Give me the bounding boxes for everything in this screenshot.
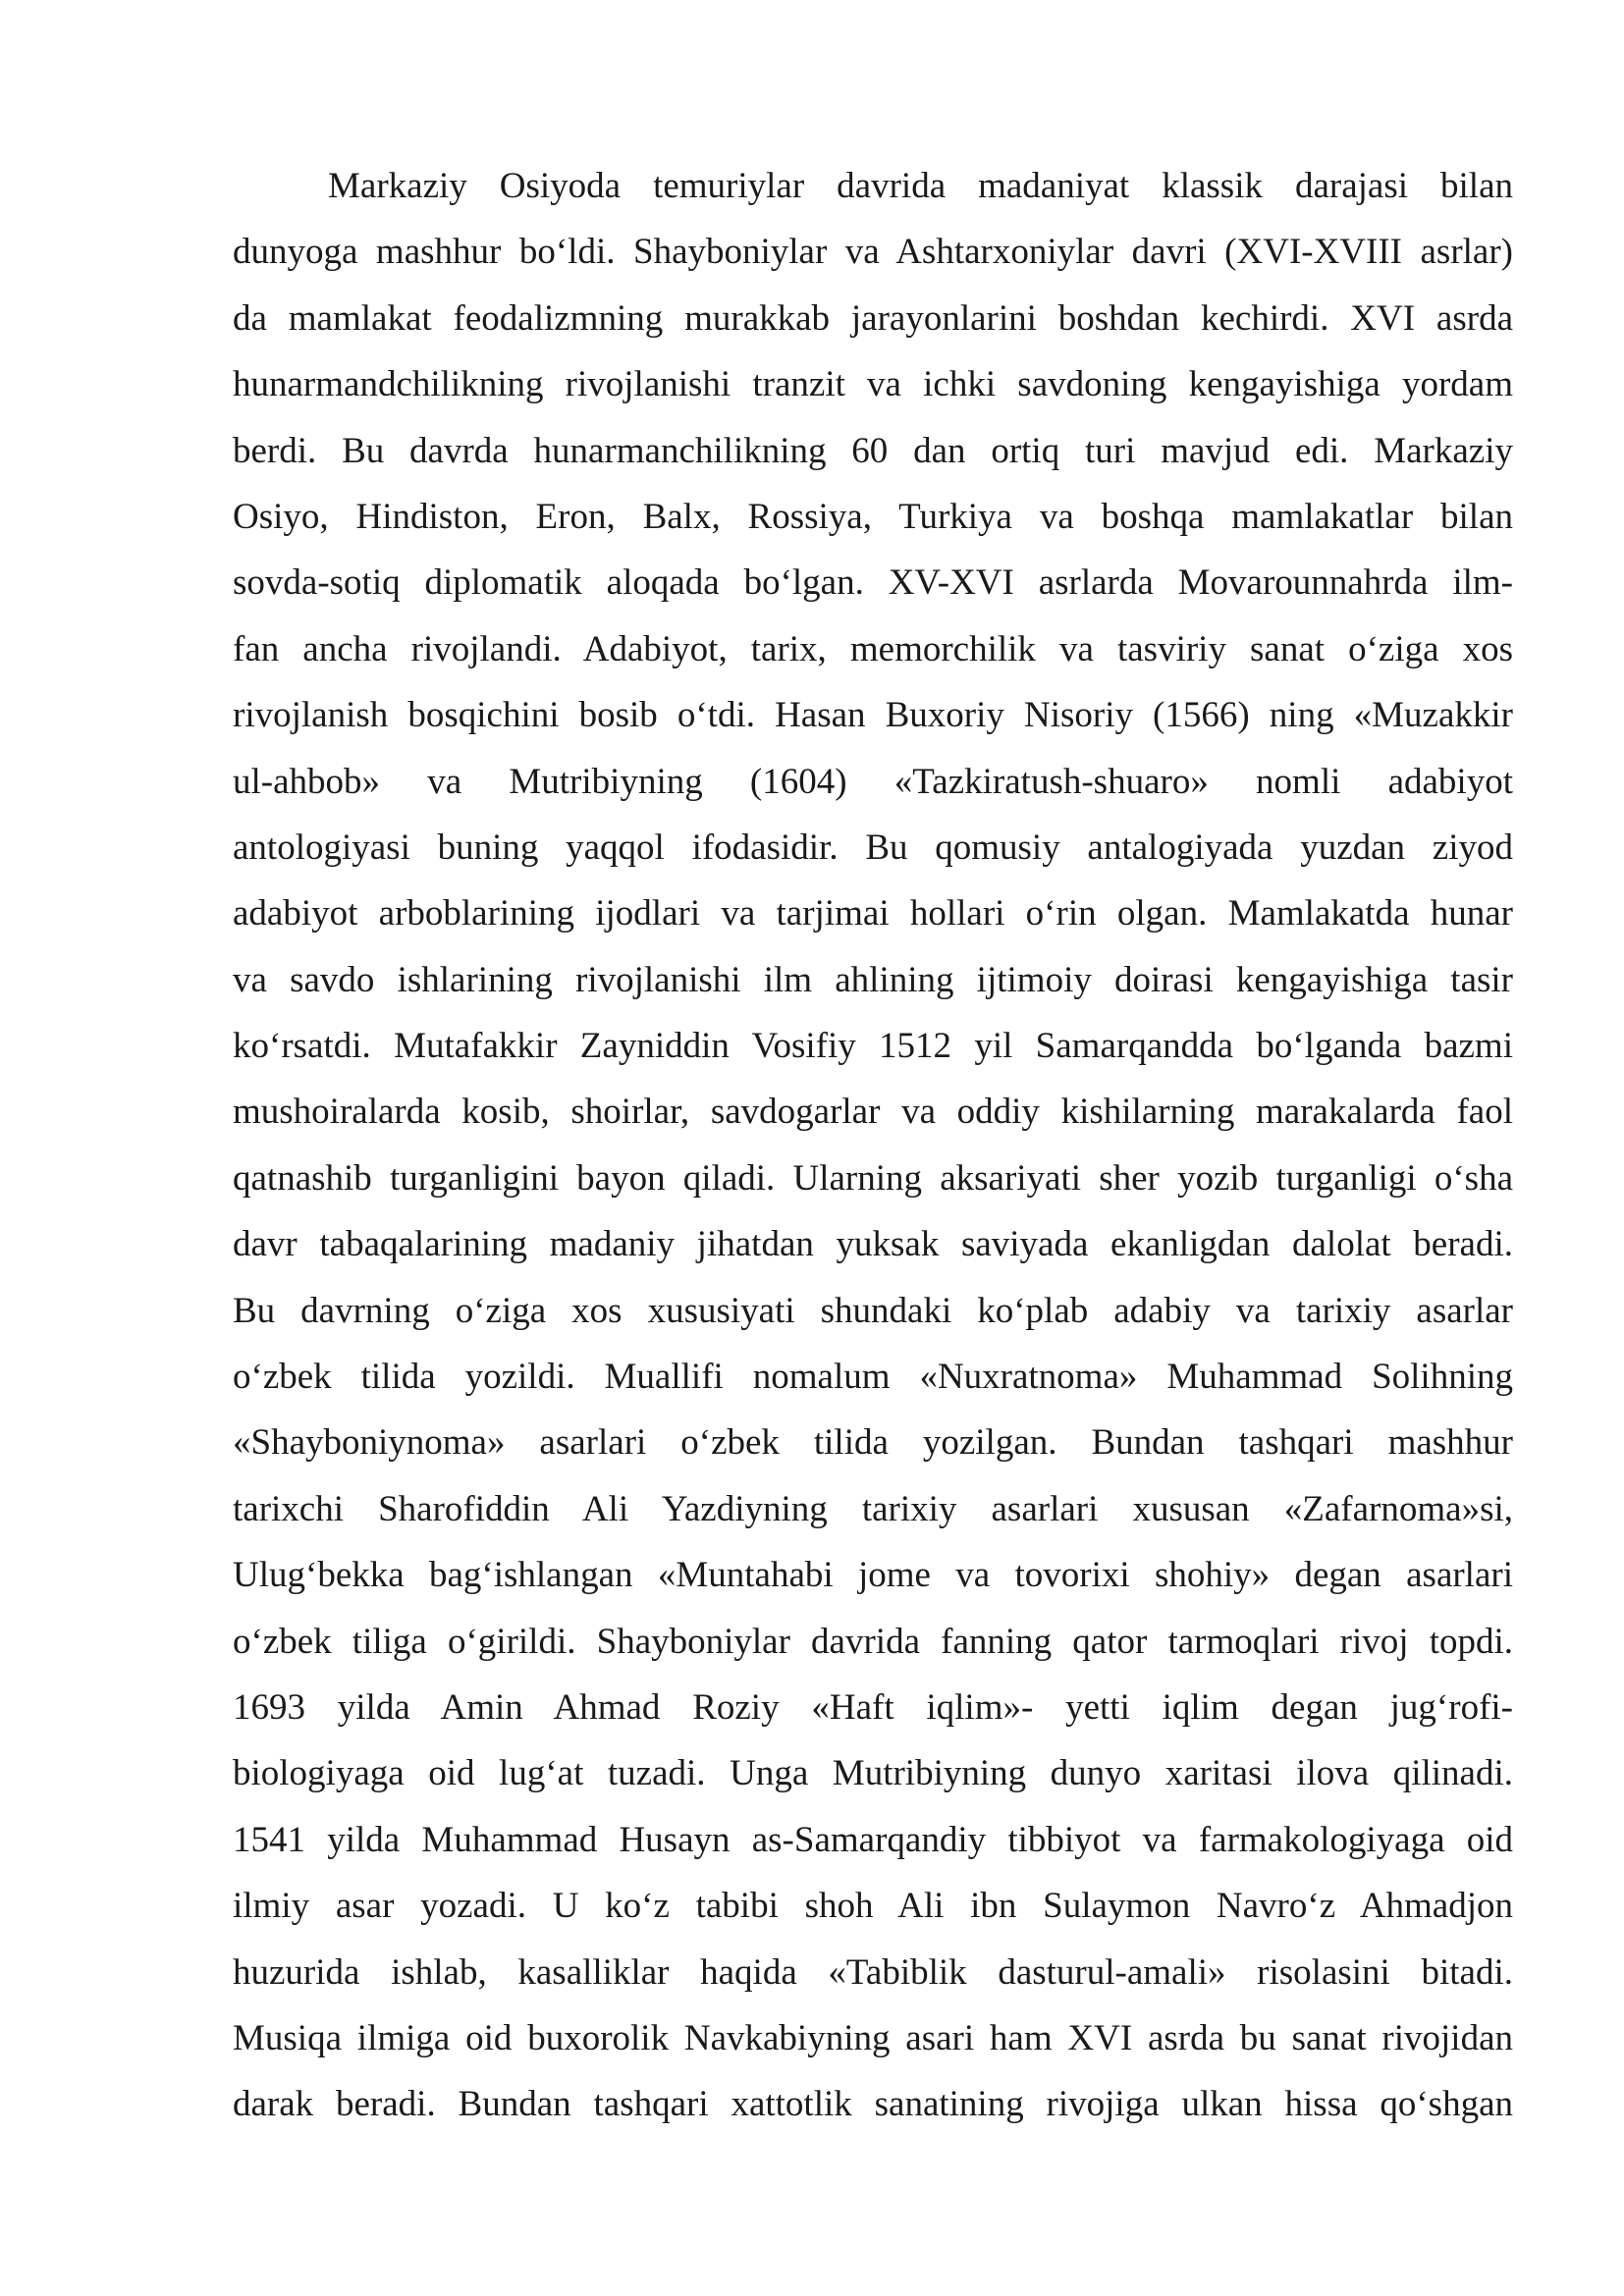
text-line: mushoiralarda kosib, shoirlar, savdogarlar va oddiy kishilarning marakalarda faol [233,1092,1513,1133]
text-line: va savdo ishlarining rivojlanishi ilm ahlining ijtimoiy doirasi kengayishiga tasir [233,959,1513,1000]
text-line: o‘zbek tiliga o‘girildi. Shayboniylar davrida fanning qator tarmoqlari rivoj topdi. [233,1621,1513,1662]
text-line: dunyoga mashhur bo‘ldi. Shayboniylar va Ashtarxoniylar davri (XVI-XVIII asrlar) [233,232,1513,273]
text-line: qatnashib turganligini bayon qiladi. Ularning aksariyati sher yozib turganligi o‘sha [233,1157,1513,1199]
text-line: sovda-sotiq diplomatik aloqada bo‘lgan. XV-XVI asrlarda Movarounnahrda ilm- [233,562,1513,604]
text-line: ul-ahbob» va Mutribiyning (1604) «Tazkiratush-shuaro» nomli adabiyot [233,761,1513,802]
text-line: adabiyot arboblarining ijodlari va tarjimai hollari o‘rin olgan. Mamlakatda hunar [233,893,1513,934]
text-line: huzurida ishlab, kasalliklar haqida «Tabiblik dasturul-amali» risolasini bitadi. [233,1951,1513,1993]
text-line: davr tabaqalarining madaniy jihatdan yuksak saviyada ekanligdan dalolat beradi. [233,1224,1513,1265]
body-paragraph [233,153,1513,2138]
text-line: Bu davrning o‘ziga xos xususiyati shundaki ko‘plab adabiy va tarixiy asarlar [233,1290,1513,1331]
text-line: Osiyo, Hindiston, Eron, Balx, Rossiya, Turkiya va boshqa mamlakatlar bilan [233,496,1513,537]
text-line: 1693 yilda Amin Ahmad Roziy «Haft iqlim»- yetti iqlim degan jug‘rofi- [233,1686,1513,1728]
text-line: «Shayboniynoma» asarlari o‘zbek tilida yozilgan. Bundan tashqari mashhur [233,1422,1513,1464]
text-line: 1541 yilda Muhammad Husayn as-Samarqandiy tibbiyot va farmakologiyaga oid [233,1819,1513,1860]
text-line: biologiyaga oid lug‘at tuzadi. Unga Mutribiyning dunyo xaritasi ilova qilinadi. [233,1753,1513,1794]
text-line: ko‘rsatdi. Mutafakkir Zayniddin Vosifiy 1512 yil Samarqandda bo‘lganda bazmi [233,1026,1513,1067]
text-line: Markaziy Osiyoda temuriylar davrida madaniyat klassik darajasi bilan [328,166,1513,206]
text-line: ilmiy asar yozadi. U ko‘z tabibi shoh Ali ibn Sulaymon Navro‘z Ahmadjon [233,1886,1513,1927]
text-line: antologiyasi buning yaqqol ifodasidir. Bu qomusiy antalogiyada yuzdan ziyod [233,827,1513,868]
text-line: tarixchi Sharofiddin Ali Yazdiyning tarixiy asarlari xususan «Zafarnoma»si, [233,1488,1513,1529]
text-line: fan ancha rivojlandi. Adabiyot, tarix, memorchilik va tasviriy sanat o‘ziga xos [233,628,1513,669]
text-line: Ulug‘bekka bag‘ishlangan «Muntahabi jome va tovorixi shohiy» degan asarlari [233,1555,1513,1596]
text-line: o‘zbek tilida yozildi. Muallifi nomalum «Nuxratnoma» Muhammad Solihning [233,1357,1513,1398]
text-line: Musiqa ilmiga oid buxorolik Navkabiyning asari ham XVI asrda bu sanat rivojidan [233,2017,1513,2058]
text-line: da mamlakat feodalizmning murakkab jarayonlarini boshdan kechirdi. XVI asrda [233,297,1513,339]
text-line: hunarmandchilikning rivojlanishi tranzit va ichki savdoning kengayishiga yordam [233,364,1513,405]
text-line: berdi. Bu davrda hunarmanchilikning 60 dan ortiq turi mavjud edi. Markaziy [233,430,1513,471]
text-line: darak beradi. Bundan tashqari xattotlik sanatining rivojiga ulkan hissa qo‘shgan [233,2084,1513,2125]
text-line: rivojlanish bosqichini bosib o‘tdi. Hasan Buxoriy Nisoriy (1566) ning «Muzakkir [233,695,1513,736]
